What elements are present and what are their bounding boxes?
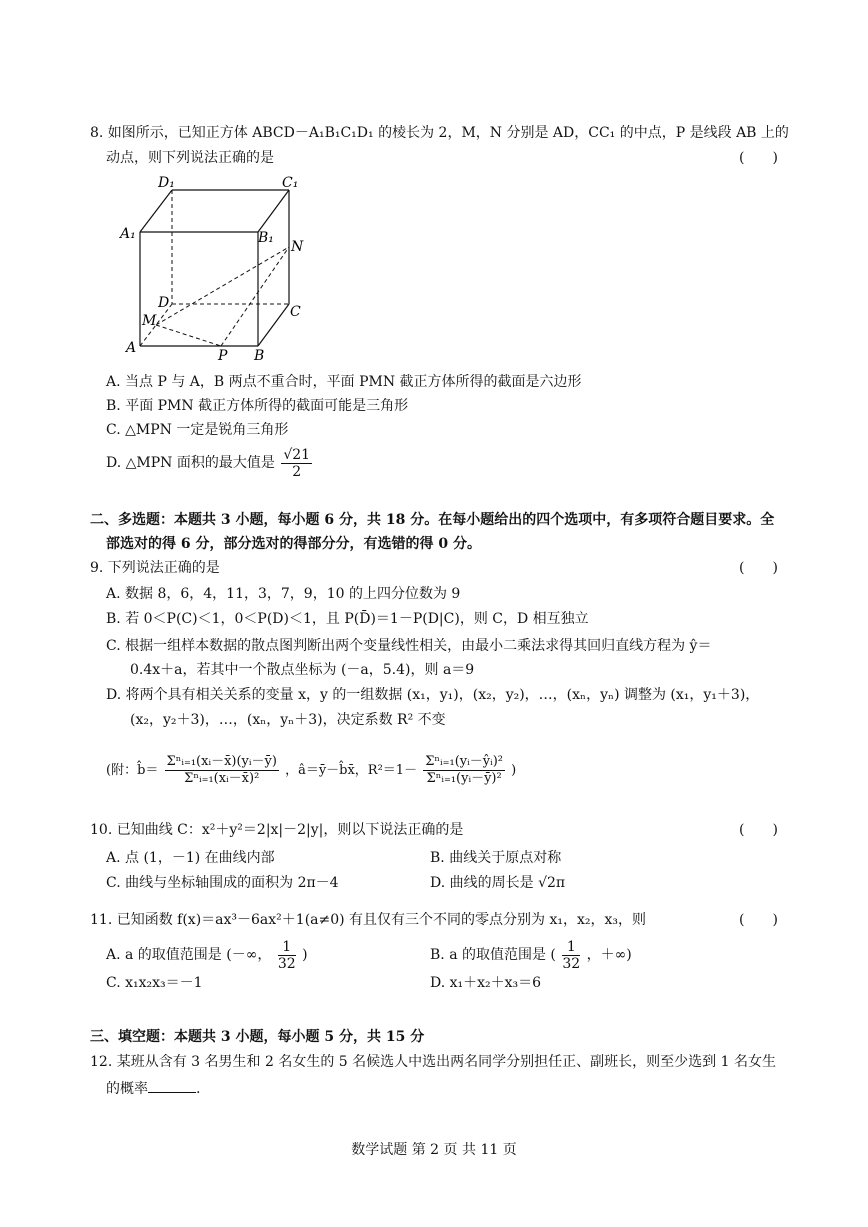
q8-option-d-numerator: √21 [283,446,311,463]
q11-option-c: C. x₁x₂x₃＝－1 [106,975,203,991]
q11-option-a-numerator: 1 [278,939,296,956]
q8-stem-line1: 8. 如图所示，已知正方体 ABCD－A₁B₁C₁D₁ 的棱长为 2，M，N 分别是 AD，CC₁ 的中点，P 是线段 AB 上的 [90,125,789,141]
q11-option-b-fraction [562,939,580,972]
q11-option-b [430,938,632,972]
q9-note-suffix: ) [511,763,517,778]
q8-answer-paren: ( ) [739,150,778,166]
label-D1: D₁ [158,175,175,191]
label-D: D [158,295,170,311]
q12-answer-blank [148,1078,196,1093]
label-P: P [218,348,228,364]
q11-option-a-fraction [278,939,296,972]
q9-note-prefix: (附：b̂＝ [106,763,159,778]
q8-option-d [106,446,314,480]
label-N: N [291,239,304,255]
q9-note-b-fraction [165,754,279,787]
q10-stem: 10. 已知曲线 C：x²＋y²＝2|x|－2|y|，则以下说法正确的是 [90,822,464,838]
q8-option-b: B. 平面 PMN 截正方体所得的截面可能是三角形 [106,398,409,414]
q9-option-c-line2: 0.4x＋a，若其中一个散点坐标为 (－a，5.4)，则 a＝9 [130,662,475,678]
q12-stem-line1: 12. 某班从含有 3 名男生和 2 名女生的 5 名候选人中选出两名同学分别担任正、副班长，则至少选到 1 名女生 [90,1054,776,1070]
q11-option-a-denominator: 32 [277,955,296,972]
q11-option-b-prefix: B. a 的取值范围是 ( [430,947,556,963]
q10-option-d: D. 曲线的周长是 √2π [430,875,566,891]
q9-note-r-denominator: Σⁿᵢ₌₁(yᵢ－ȳ)² [426,771,502,786]
q9-note-r-numerator: Σⁿᵢ₌₁(yᵢ－ŷᵢ)² [425,754,504,769]
q12-stem-line2 [106,1078,200,1099]
q11-answer-paren: ( ) [739,912,778,928]
label-C1: C₁ [282,175,299,191]
q8-stem-line2: 动点，则下列说法正确的是 [106,150,274,166]
q9-answer-paren: ( ) [739,560,778,576]
q9-formula-note [106,740,516,802]
section2-heading-line2: 部选对的得 6 分，部分选对的得部分分，有选错的得 0 分。 [106,536,481,552]
q11-stem: 11. 已知函数 f(x)＝ax³－6ax²＋1(a≠0) 有且仅有三个不同的零点分别为 x₁，x₂，x₃，则 [90,912,647,928]
q8-option-d-fraction [281,447,312,480]
label-M: M [142,313,157,329]
q10-answer-paren: ( ) [739,822,778,838]
q11-option-a [106,938,308,972]
section3-heading: 三、填空题：本题共 3 小题，每小题 5 分，共 15 分 [90,1029,425,1045]
label-A: A [126,340,137,356]
label-A1: A₁ [120,226,136,242]
q11-option-a-prefix: A. a 的取值范围是 (－∞， [106,947,272,963]
q11-option-a-suffix: ) [302,947,308,963]
q11-option-d: D. x₁＋x₂＋x₃＝6 [430,975,542,991]
q10-option-c: C. 曲线与坐标轴围成的面积为 2π－4 [106,875,339,891]
q9-stem: 9. 下列说法正确的是 [90,560,220,576]
q9-option-a: A. 数据 8，6，4，11，3，7，9，10 的上四分位数为 9 [106,586,461,602]
q9-note-b-numerator: Σⁿᵢ₌₁(xᵢ－x̄)(yᵢ－ȳ) [166,754,277,769]
q9-option-b: B. 若 0＜P(C)＜1，0＜P(D)＜1，且 P(D̄)＝1－P(D|C)，则 C，D 相互独立 [106,611,589,627]
q10-option-a: A. 点 (1，－1) 在曲线内部 [106,850,275,866]
q9-option-d-line2: (x₂，y₂＋3)，…，(xₙ，yₙ＋3)，决定系数 R² 不变 [130,712,446,728]
cube-figure [118,170,318,365]
label-B: B [254,348,265,364]
q8-option-c: C. △MPN 一定是锐角三角形 [106,422,289,438]
q12-stem-prefix: 的概率 [106,1081,148,1097]
q8-option-d-denominator: 2 [292,463,302,480]
label-B1: B₁ [258,230,274,246]
q11-option-b-numerator: 1 [562,939,580,956]
label-C: C [290,304,301,320]
q11-option-b-suffix: ，＋∞) [586,947,632,963]
q11-option-b-denominator: 32 [562,955,581,972]
q9-note-mid: ，â＝ȳ－b̂x̄，R²＝1－ [285,763,418,778]
q9-option-d-line1: D. 将两个具有相关关系的变量 x，y 的一组数据 (x₁，y₁)，(x₂，y₂)，…，(xₙ，yₙ) 调整为 (x₁，y₁＋3)， [106,687,760,703]
q9-note-b-denominator: Σⁿᵢ₌₁(xᵢ－x̄)² [184,771,260,786]
q8-option-d-text: D. △MPN 面积的最大值是 [106,455,275,471]
q9-note-r-fraction [423,754,505,787]
section2-heading-line1: 二、多选题：本题共 3 小题，每小题 6 分，共 18 分。在每小题给出的四个选项中，有多项符合题目要求。全 [90,512,775,528]
q10-option-b: B. 曲线关于原点对称 [430,850,562,866]
page-footer: 数学试题 第 2 页 共 11 页 [351,1142,517,1158]
q12-stem-suffix: . [196,1081,201,1097]
q9-option-c-line1: C. 根据一组样本数据的散点图判断出两个变量线性相关，由最小二乘法求得其回归直线方程为 ŷ＝ [106,638,712,654]
q8-option-a: A. 当点 P 与 A，B 两点不重合时，平面 PMN 截正方体所得的截面是六边形 [106,374,582,390]
